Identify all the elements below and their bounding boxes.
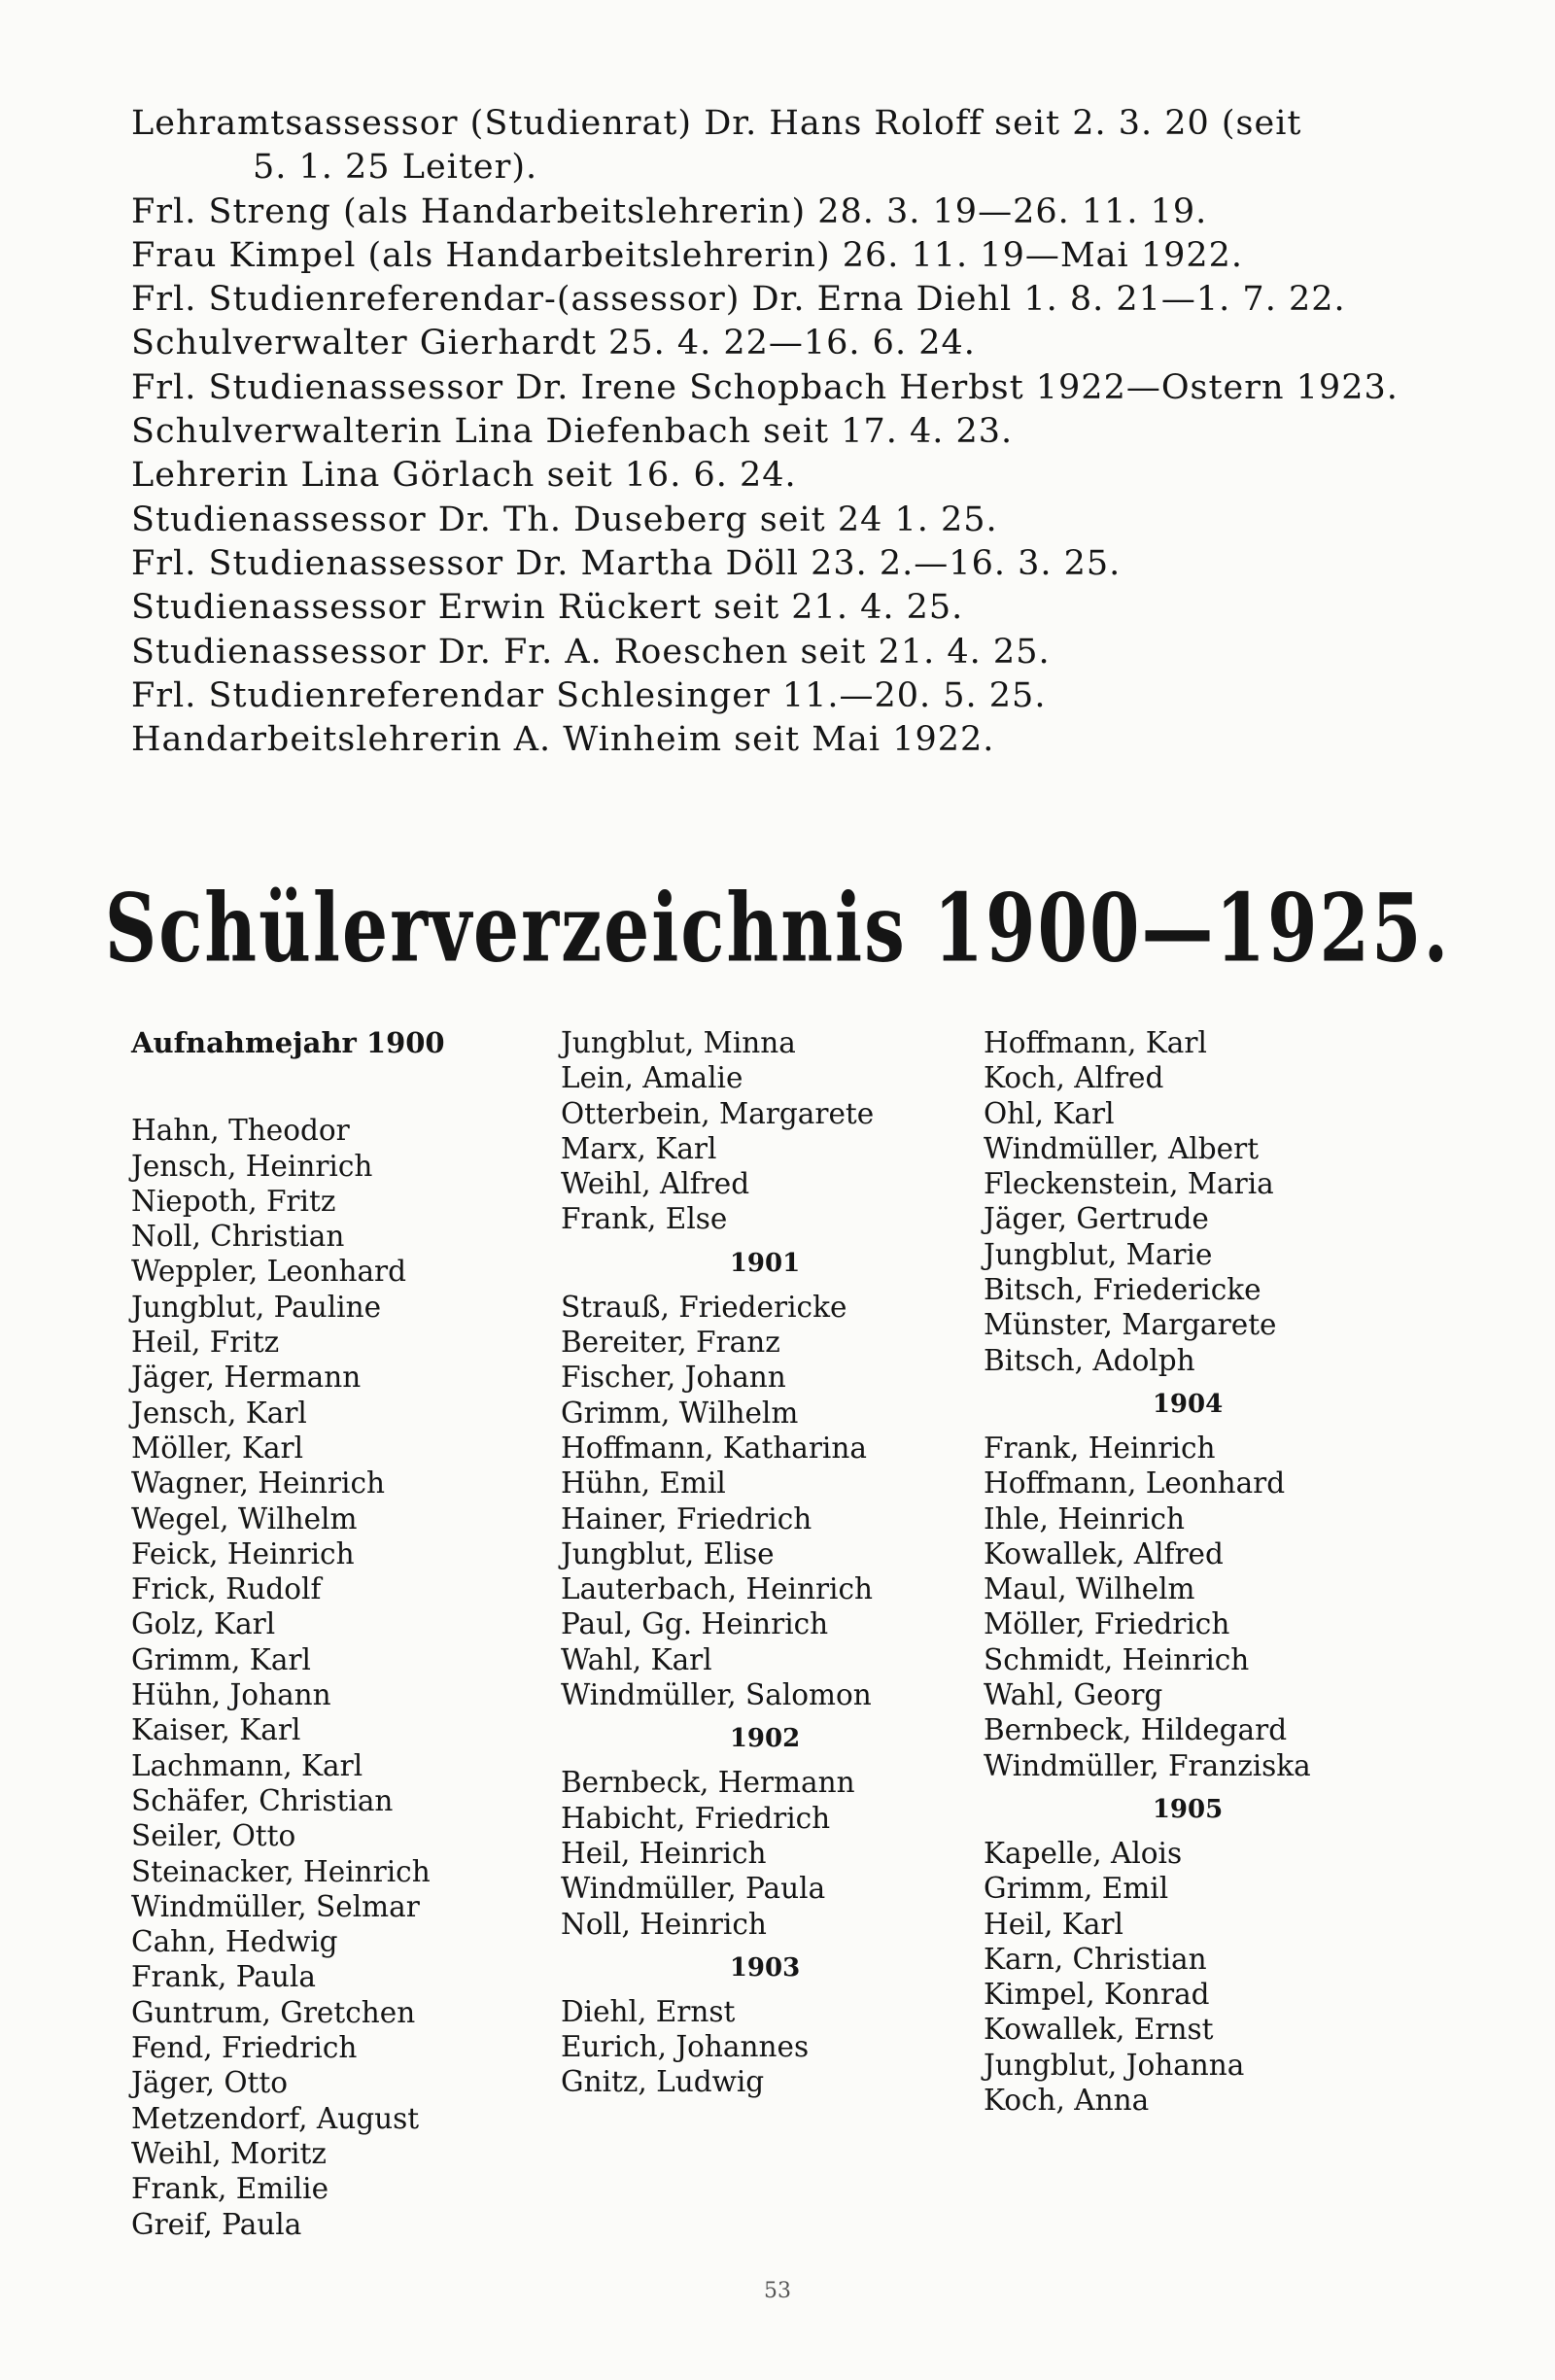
year-heading-1902: 1902 <box>729 1724 801 1754</box>
staff-line: Lehrerin Lina Görlach seit 16. 6. 24. <box>131 456 797 496</box>
staff-line: 5. 1. 25 Leiter). <box>253 148 538 188</box>
student-name: Windmüller, Paula <box>561 1872 826 1906</box>
student-name: Frank, Paula <box>131 1960 316 1994</box>
student-name: Jungblut, Minna <box>561 1026 796 1059</box>
student-name: Golz, Karl <box>131 1607 276 1641</box>
student-name: Hoffmann, Katharina <box>561 1431 867 1465</box>
student-name: Jensch, Heinrich <box>131 1149 373 1183</box>
student-name: Grimm, Wilhelm <box>561 1396 799 1430</box>
student-name: Metzendorf, August <box>131 2101 420 2135</box>
staff-line: Schulverwalterin Lina Diefenbach seit 17. 4. 23. <box>131 412 1014 452</box>
student-name: Greif, Paula <box>131 2207 302 2241</box>
student-name: Otterbein, Margarete <box>561 1096 875 1130</box>
student-name: Hoffmann, Leonhard <box>984 1466 1286 1500</box>
year-heading-1904: 1904 <box>1152 1389 1224 1419</box>
student-name: Weihl, Moritz <box>131 2136 327 2170</box>
staff-line: Frl. Studienreferendar Schlesinger 11.—20. 5. 25. <box>131 675 1047 715</box>
year-heading-1903: 1903 <box>729 1952 801 1983</box>
student-name: Karn, Christian <box>984 1942 1207 1976</box>
student-name: Hoffmann, Karl <box>984 1026 1207 1059</box>
student-name: Windmüller, Franziska <box>984 1748 1311 1782</box>
student-name: Fischer, Johann <box>561 1361 786 1395</box>
student-name: Koch, Alfred <box>984 1061 1164 1095</box>
staff-line: Handarbeitslehrerin A. Winheim seit Mai 1922. <box>131 720 995 760</box>
student-name: Diehl, Ernst <box>561 1994 736 2028</box>
student-name: Jäger, Hermann <box>131 1361 362 1395</box>
student-name: Noll, Heinrich <box>561 1907 767 1941</box>
student-name: Wahl, Karl <box>561 1642 712 1676</box>
student-name: Jensch, Karl <box>131 1396 307 1430</box>
student-name: Koch, Anna <box>984 2084 1150 2118</box>
student-name: Jungblut, Johanna <box>984 2048 1245 2082</box>
student-name: Maul, Wilhelm <box>984 1572 1195 1606</box>
student-name: Weppler, Leonhard <box>131 1255 407 1289</box>
student-name: Fleckenstein, Maria <box>984 1167 1274 1201</box>
student-name: Schäfer, Christian <box>131 1783 394 1817</box>
student-name: Windmüller, Selmar <box>131 1889 420 1923</box>
staff-line: Lehramtsassessor (Studienrat) Dr. Hans Roloff seit 2. 3. 20 (seit <box>131 104 1302 143</box>
student-name: Heil, Heinrich <box>561 1836 767 1870</box>
student-name: Frank, Emilie <box>131 2172 329 2206</box>
student-name: Jäger, Otto <box>131 2066 289 2100</box>
student-name: Lein, Amalie <box>561 1061 743 1095</box>
student-column-3 <box>984 1025 1392 2118</box>
student-name: Kimpel, Konrad <box>984 1978 1210 2012</box>
student-name: Heil, Karl <box>984 1907 1123 1941</box>
student-name: Hühn, Emil <box>561 1466 726 1500</box>
student-name: Schmidt, Heinrich <box>984 1642 1250 1676</box>
staff-list <box>131 102 1453 762</box>
staff-line: Studienassessor Dr. Th. Duseberg seit 24 1. 25. <box>131 500 998 539</box>
year-heading-1900: Aufnahmejahr 1900 <box>131 1026 445 1059</box>
student-name: Jungblut, Pauline <box>131 1290 382 1324</box>
student-name: Möller, Karl <box>131 1431 304 1465</box>
student-name: Ohl, Karl <box>984 1096 1115 1130</box>
year-heading-1905: 1905 <box>1152 1794 1224 1824</box>
student-name: Frick, Rudolf <box>131 1572 322 1606</box>
year-heading-1901: 1901 <box>729 1248 801 1278</box>
student-name: Grimm, Karl <box>131 1642 311 1676</box>
student-name: Hühn, Johann <box>131 1678 331 1712</box>
student-name: Kowallek, Alfred <box>984 1536 1224 1570</box>
student-name: Münster, Margarete <box>984 1308 1277 1342</box>
student-name: Bereiter, Franz <box>561 1326 780 1360</box>
student-name: Jungblut, Marie <box>984 1237 1213 1271</box>
staff-line: Frl. Studienreferendar-(assessor) Dr. Erna Diehl 1. 8. 21—1. 7. 22. <box>131 280 1346 320</box>
student-name: Niepoth, Fritz <box>131 1184 336 1218</box>
student-name: Bitsch, Friedericke <box>984 1273 1261 1307</box>
student-name: Lachmann, Karl <box>131 1748 363 1782</box>
student-name: Jäger, Gertrude <box>984 1202 1209 1236</box>
staff-line: Frl. Studienassessor Dr. Irene Schopbach Herbst 1922—Ostern 1923. <box>131 367 1399 407</box>
staff-line: Frau Kimpel (als Handarbeitslehrerin) 26. 11. 19—Mai 1922. <box>131 235 1244 275</box>
student-name: Möller, Friedrich <box>984 1607 1230 1641</box>
student-name: Steinacker, Heinrich <box>131 1854 431 1888</box>
staff-line: Frl. Streng (als Handarbeitslehrerin) 28. 3. 19—26. 11. 19. <box>131 191 1208 231</box>
student-name: Bernbeck, Hildegard <box>984 1713 1288 1747</box>
student-name: Kaiser, Karl <box>131 1713 301 1747</box>
student-name: Kapelle, Alois <box>984 1836 1183 1870</box>
student-name: Frank, Else <box>561 1202 728 1236</box>
student-name: Fend, Friedrich <box>131 2031 358 2065</box>
page-number: 53 <box>764 2279 791 2303</box>
student-column-1 <box>131 1025 539 2242</box>
student-name: Weihl, Alfred <box>561 1167 750 1201</box>
student-name: Heil, Fritz <box>131 1326 280 1360</box>
student-name: Grimm, Emil <box>984 1872 1169 1906</box>
student-name: Feick, Heinrich <box>131 1536 355 1570</box>
student-name: Gnitz, Ludwig <box>561 2065 765 2099</box>
staff-line: Studienassessor Erwin Rückert seit 21. 4. 25. <box>131 588 964 628</box>
student-name: Ihle, Heinrich <box>984 1501 1185 1535</box>
student-name: Paul, Gg. Heinrich <box>561 1607 829 1641</box>
staff-line: Studienassessor Dr. Fr. A. Roeschen seit 21. 4. 25. <box>131 632 1051 672</box>
student-name: Guntrum, Gretchen <box>131 1995 416 2029</box>
student-name: Windmüller, Albert <box>984 1131 1260 1165</box>
student-name: Lauterbach, Heinrich <box>561 1572 874 1606</box>
staff-line: Frl. Studienassessor Dr. Martha Döll 23. 2.—16. 3. 25. <box>131 543 1122 583</box>
student-name: Windmüller, Salomon <box>561 1678 872 1712</box>
student-name: Hahn, Theodor <box>131 1114 350 1148</box>
student-name: Habicht, Friedrich <box>561 1801 831 1835</box>
student-name: Bitsch, Adolph <box>984 1343 1195 1377</box>
student-name: Kowallek, Ernst <box>984 2013 1214 2047</box>
student-name: Bernbeck, Hermann <box>561 1766 855 1800</box>
student-column-2 <box>561 1025 969 2100</box>
student-name: Noll, Christian <box>131 1220 345 1254</box>
student-name: Marx, Karl <box>561 1131 717 1165</box>
student-name: Eurich, Johannes <box>561 2030 810 2064</box>
section-title: Schülerverzeichnis 1900—1925. <box>104 875 1451 983</box>
student-name: Wahl, Georg <box>984 1678 1163 1712</box>
student-name: Wegel, Wilhelm <box>131 1501 358 1535</box>
student-name: Cahn, Hedwig <box>131 1925 338 1959</box>
student-name: Wagner, Heinrich <box>131 1466 385 1500</box>
student-name: Strauß, Friedericke <box>561 1290 847 1324</box>
student-name: Hainer, Friedrich <box>561 1501 812 1535</box>
staff-line: Schulverwalter Gierhardt 25. 4. 22—16. 6. 24. <box>131 324 976 363</box>
student-name: Frank, Heinrich <box>984 1431 1216 1465</box>
student-name: Seiler, Otto <box>131 1819 296 1853</box>
student-name: Jungblut, Elise <box>561 1536 775 1570</box>
